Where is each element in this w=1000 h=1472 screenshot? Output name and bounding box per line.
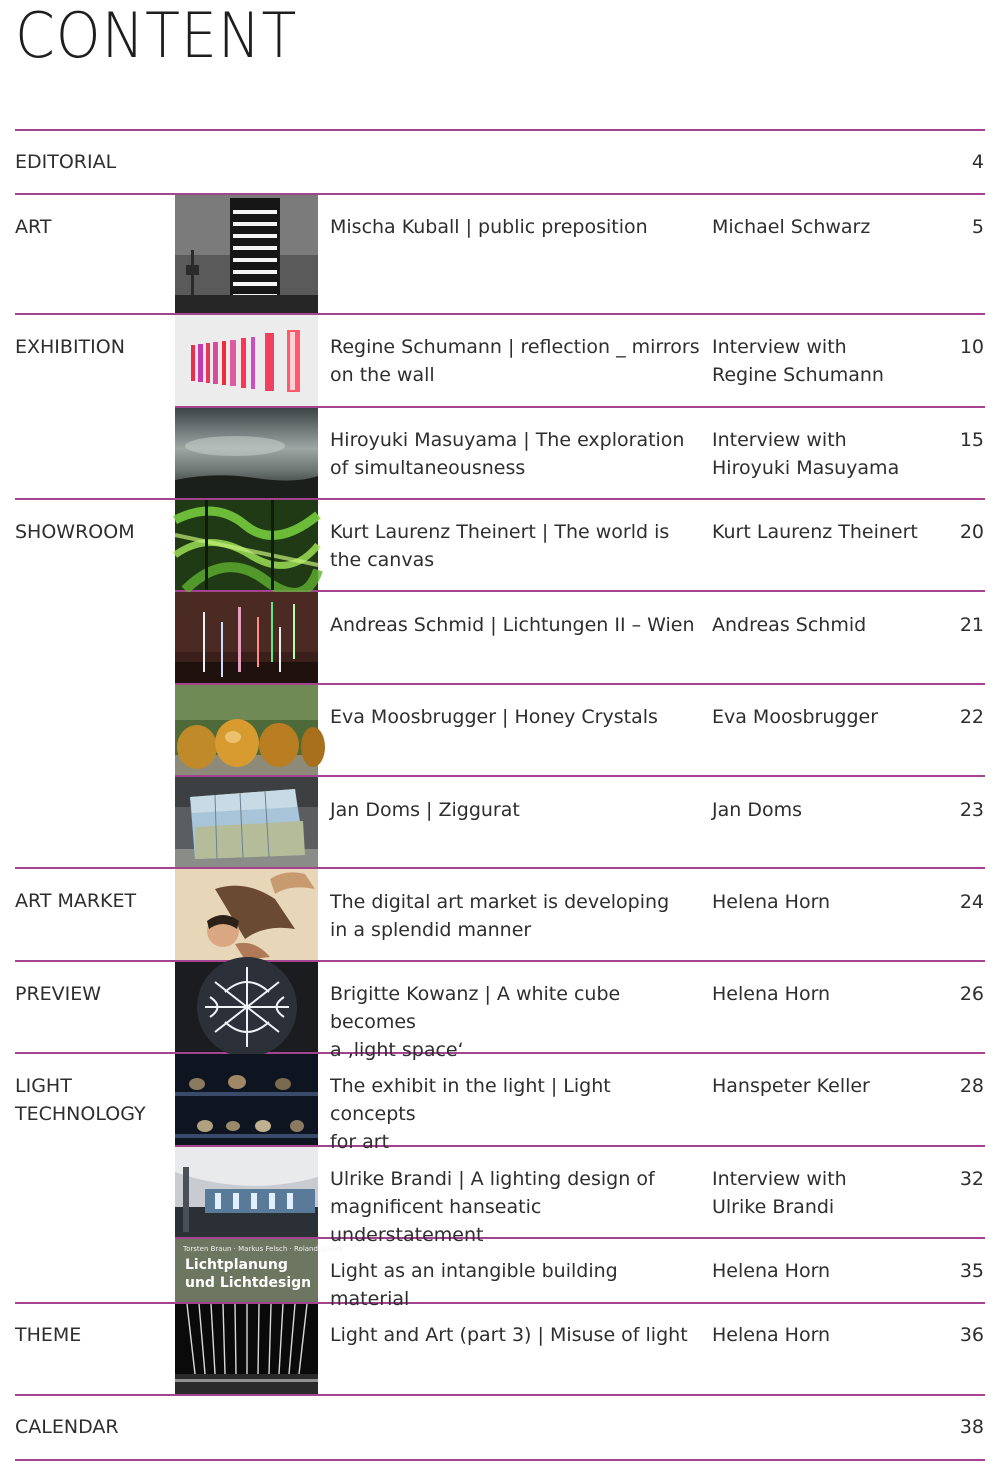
entry-author xyxy=(712,703,932,731)
entry-author xyxy=(712,1165,932,1221)
section-label-line: TECHNOLOGY xyxy=(15,1103,146,1125)
entry-author-line: Eva Moosbrugger xyxy=(712,706,879,728)
thumbnail-image xyxy=(175,592,318,683)
thumbnail-image xyxy=(175,315,318,406)
entry-author xyxy=(712,213,932,241)
book-cover-authors: Torsten Braun · Markus Felsch · Roland Greule xyxy=(183,1245,344,1253)
thumbnail-image xyxy=(175,1304,318,1394)
entry-title[interactable] xyxy=(330,611,700,639)
entry-title-line: Ulrike Brandi | A lighting design of xyxy=(330,1168,655,1190)
section-theme[interactable]: THEME xyxy=(15,1324,82,1346)
divider xyxy=(15,1459,985,1461)
entry-author-line: Andreas Schmid xyxy=(712,614,867,636)
entry-author xyxy=(712,518,932,546)
page-number: 32 xyxy=(959,1168,984,1190)
entry-title-line: Light as an intangible building material xyxy=(330,1260,618,1310)
page-number: 4 xyxy=(971,151,984,173)
entry-title[interactable] xyxy=(330,1321,700,1349)
entry-title-line: of simultaneousness xyxy=(330,457,526,479)
section-preview[interactable]: PREVIEW xyxy=(15,983,102,1005)
page-number: 21 xyxy=(959,614,984,636)
entry-author xyxy=(712,1257,932,1285)
section-label-line: LIGHT xyxy=(15,1075,72,1097)
entry-title[interactable] xyxy=(330,1072,700,1156)
entry-title[interactable] xyxy=(330,1257,700,1313)
thumbnail-image xyxy=(175,500,318,590)
entry-author-line: Helena Horn xyxy=(712,983,831,1005)
entry-author-line: Interview with xyxy=(712,1168,847,1190)
entry-title-line: in a splendid manner xyxy=(330,919,532,941)
thumbnail-image xyxy=(175,408,318,498)
section-art-market[interactable]: ART MARKET xyxy=(15,890,137,912)
entry-author xyxy=(712,426,932,482)
entry-title[interactable] xyxy=(330,703,700,731)
thumbnail-image xyxy=(175,1147,318,1237)
entry-title-line: Mischa Kuball | public preposition xyxy=(330,216,648,238)
entry-author-line: Ulrike Brandi xyxy=(712,1196,835,1218)
entry-author-line: Interview with xyxy=(712,429,847,451)
thumbnail-image xyxy=(175,1054,318,1145)
entry-title-line: The exhibit in the light | Light concepts xyxy=(330,1075,611,1125)
entry-title-line: Eva Moosbrugger | Honey Crystals xyxy=(330,706,658,728)
page-number: 26 xyxy=(959,983,984,1005)
entry-author-line: Helena Horn xyxy=(712,891,831,913)
entry-title-line: for art xyxy=(330,1131,390,1153)
page-number: 5 xyxy=(971,216,984,238)
entry-title[interactable] xyxy=(330,518,700,574)
page-number: 22 xyxy=(959,706,984,728)
page-number: 24 xyxy=(959,891,984,913)
thumbnail-image xyxy=(175,685,318,775)
page-number: 36 xyxy=(959,1324,984,1346)
entry-title[interactable] xyxy=(330,888,700,944)
entry-author-line: Helena Horn xyxy=(712,1324,831,1346)
entry-title-line: Light and Art (part 3) | Misuse of light xyxy=(330,1324,688,1346)
thumbnail-image xyxy=(175,195,318,313)
entry-author xyxy=(712,888,932,916)
book-cover-thumbnail xyxy=(175,1239,344,1302)
divider xyxy=(15,129,985,131)
book-cover-title-line: und Lichtdesign xyxy=(185,1275,312,1291)
thumbnail-image xyxy=(175,777,318,867)
divider xyxy=(15,867,985,869)
entry-title-line: Hiroyuki Masuyama | The exploration xyxy=(330,429,685,451)
page-number: 20 xyxy=(959,521,984,543)
entry-title-line: the canvas xyxy=(330,549,435,571)
page-number: 10 xyxy=(959,336,984,358)
page-number: 38 xyxy=(959,1416,984,1438)
divider xyxy=(15,193,985,195)
page-number: 15 xyxy=(959,429,984,451)
section-editorial[interactable]: EDITORIAL xyxy=(15,151,117,173)
entry-title-line: Andreas Schmid | Lichtungen II – Wien xyxy=(330,614,695,636)
section-light-technology[interactable] xyxy=(15,1072,146,1128)
divider xyxy=(15,498,985,500)
book-cover-title-line: Lichtplanung xyxy=(185,1257,288,1273)
entry-author-line: Michael Schwarz xyxy=(712,216,871,238)
section-exhibition[interactable]: EXHIBITION xyxy=(15,336,125,358)
entry-author xyxy=(712,611,932,639)
section-showroom[interactable]: SHOWROOM xyxy=(15,521,135,543)
entry-title-line: Jan Doms | Ziggurat xyxy=(330,799,520,821)
entry-title-line: Regine Schumann | reflection _ mirrors xyxy=(330,336,700,358)
page-title: CONTENT xyxy=(15,0,298,72)
entry-author xyxy=(712,796,932,824)
thumbnail-image xyxy=(175,962,318,1052)
entry-title-line: a ‚light space‘ xyxy=(330,1039,464,1061)
entry-author-line: Regine Schumann xyxy=(712,364,884,386)
entry-author-line: Kurt Laurenz Theinert xyxy=(712,521,918,543)
page-number: 23 xyxy=(959,799,984,821)
entry-title[interactable] xyxy=(330,213,700,241)
entry-author-line: Interview with xyxy=(712,336,847,358)
entry-author-line: Hanspeter Keller xyxy=(712,1075,870,1097)
entry-author xyxy=(712,980,932,1008)
entry-author-line: Hiroyuki Masuyama xyxy=(712,457,900,479)
entry-title[interactable] xyxy=(330,980,700,1064)
divider xyxy=(15,960,985,962)
entry-author-line: Helena Horn xyxy=(712,1260,831,1282)
divider xyxy=(15,313,985,315)
entry-title-line: The digital art market is developing xyxy=(330,891,670,913)
entry-title-line: on the wall xyxy=(330,364,435,386)
thumbnail-image xyxy=(175,869,318,960)
entry-author xyxy=(712,1321,932,1349)
entry-title[interactable] xyxy=(330,426,700,482)
entry-author xyxy=(712,333,932,389)
entry-title-line: Kurt Laurenz Theinert | The world is xyxy=(330,521,670,543)
page-number: 35 xyxy=(959,1260,984,1282)
entry-title[interactable] xyxy=(330,1165,700,1249)
section-calendar[interactable]: CALENDAR xyxy=(15,1416,119,1438)
entry-title-line: magnificent hanseatic understatement xyxy=(330,1196,542,1246)
page-number: 28 xyxy=(959,1075,984,1097)
entry-author-line: Jan Doms xyxy=(712,799,802,821)
section-art[interactable]: ART xyxy=(15,216,52,238)
divider xyxy=(15,1394,985,1396)
entry-title-line: Brigitte Kowanz | A white cube becomes xyxy=(330,983,621,1033)
entry-title[interactable] xyxy=(330,796,700,824)
entry-title[interactable] xyxy=(330,333,700,389)
entry-author xyxy=(712,1072,932,1100)
